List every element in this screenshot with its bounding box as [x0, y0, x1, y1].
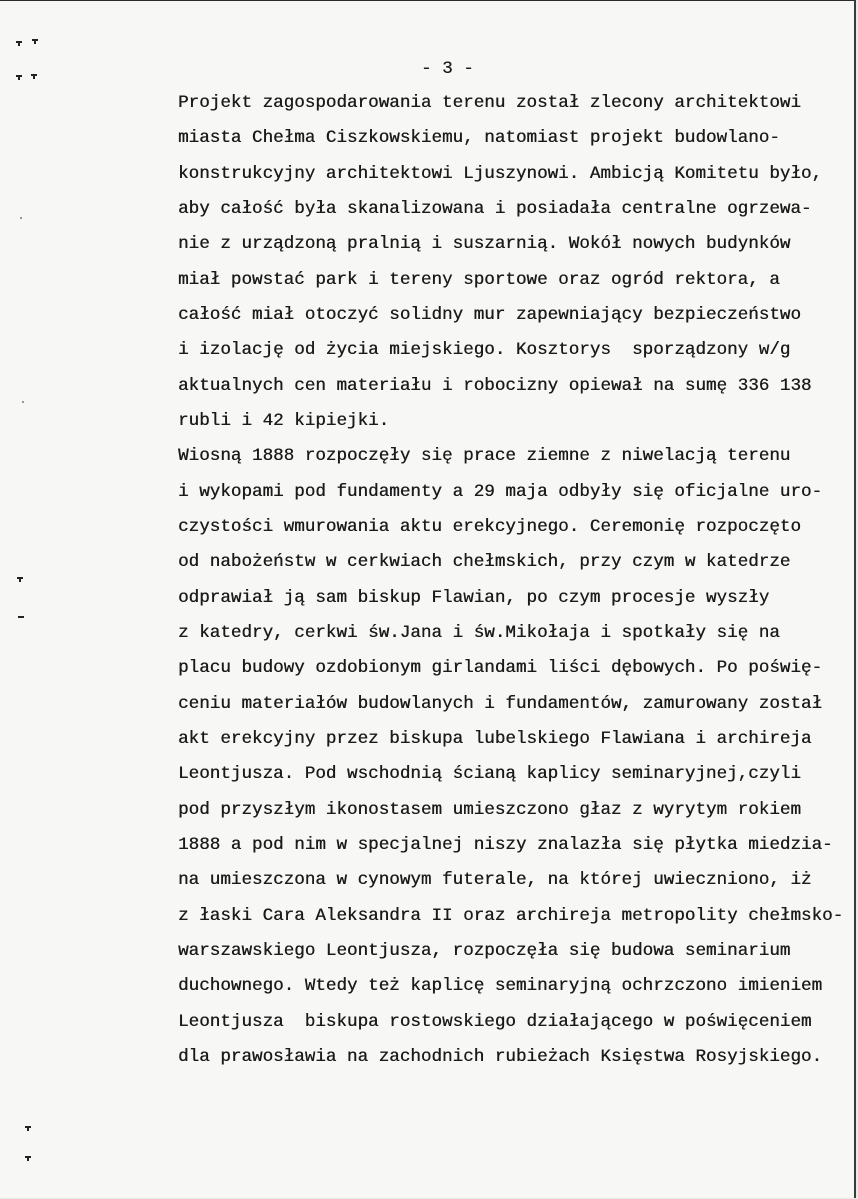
- text-line: od nabożeństw w cerkwiach chełmskich, przy czym w katedrze: [178, 552, 791, 573]
- margin-mark: [18, 616, 24, 618]
- margin-mark: [25, 1126, 31, 1128]
- text-line: dla prawosławia na zachodnich rubieżach Księstwa Rosyjskiego.: [178, 1046, 823, 1067]
- text-line: nie z urządzoną pralnią i suszarnią. Wokół nowych budynków: [178, 234, 791, 255]
- text-line: czystości wmurowania aktu erekcyjnego. Ceremonię rozpoczęto: [178, 516, 801, 537]
- paragraph: [178, 86, 843, 439]
- margin-dot: [20, 217, 22, 219]
- text-line: 1888 a pod nim w specjalnej niszy znalazła się płytka miedzia-: [178, 834, 833, 855]
- margin-mark: [17, 577, 23, 579]
- margin-mark: [16, 75, 22, 77]
- margin-dot: [22, 401, 24, 403]
- text-line: i izolację od życia miejskiego. Kosztorys sporządzony w/g: [178, 340, 791, 361]
- text-line: na umieszczona w cynowym futerale, na której uwieczniono, iż: [178, 870, 812, 891]
- page-number: - 3 -: [421, 59, 474, 79]
- text-line: miasta Chełma Ciszkowskiemu, natomiast projekt budowlano-: [178, 128, 780, 149]
- text-line: konstrukcyjny architektowi Ljuszynowi. Ambicją Komitetu było,: [178, 163, 823, 184]
- text-line: Wiosną 1888 rozpoczęły się prace ziemne z niwelacją terenu: [178, 446, 791, 467]
- text-line: odprawiał ją sam biskup Flawian, po czym procesje wyszły: [178, 587, 770, 608]
- text-line: placu budowy ozdobionym girlandami liści dębowych. Po poświę-: [178, 658, 823, 679]
- margin-mark: [25, 1156, 31, 1158]
- text-line: pod przyszłym ikonostasem umieszczono głaz z wyrytym rokiem: [178, 799, 801, 820]
- text-line: warszawskiego Leontjusza, rozpoczęła się budowa seminarium: [178, 940, 791, 961]
- text-line: akt erekcyjny przez biskupa lubelskiego Flawiana i archireja: [178, 728, 812, 749]
- text-line: Leontjusza. Pod wschodnią ścianą kaplicy seminaryjnej,czyli: [178, 764, 801, 785]
- body-text: [178, 86, 843, 1075]
- margin-mark: [32, 39, 38, 41]
- text-line: z katedry, cerkwi św.Jana i św.Mikołaja i spotkały się na: [178, 622, 780, 643]
- text-line: aby całość była skanalizowana i posiadała centralne ogrzewa-: [178, 198, 812, 219]
- text-line: aktualnych cen materiału i robocizny opiewał na sumę 336 138: [178, 375, 812, 396]
- text-line: rubli i 42 kipiejki.: [178, 410, 390, 431]
- text-line: ceniu materiałów budowlanych i fundamentów, zamurowany został: [178, 693, 823, 714]
- text-line: i wykopami pod fundamenty a 29 maja odbyły się oficjalne uro-: [178, 481, 823, 502]
- text-line: duchownego. Wtedy też kaplicę seminaryjną ochrzczono imieniem: [178, 976, 823, 997]
- margin-mark: [31, 74, 37, 76]
- text-line: całość miał otoczyć solidny mur zapewniający bezpieczeństwo: [178, 304, 801, 325]
- margin-mark: [16, 41, 22, 43]
- paragraph: [178, 439, 843, 1075]
- text-line: Leontjusza biskupa rostowskiego działającego w poświęceniem: [178, 1011, 812, 1032]
- text-line: miał powstać park i tereny sportowe oraz ogród rektora, a: [178, 269, 780, 290]
- text-line: z łaski Cara Aleksandra II oraz archireja metropolity chełmsko-: [178, 905, 844, 926]
- text-line: Projekt zagospodarowania terenu został zlecony architektowi: [178, 93, 801, 113]
